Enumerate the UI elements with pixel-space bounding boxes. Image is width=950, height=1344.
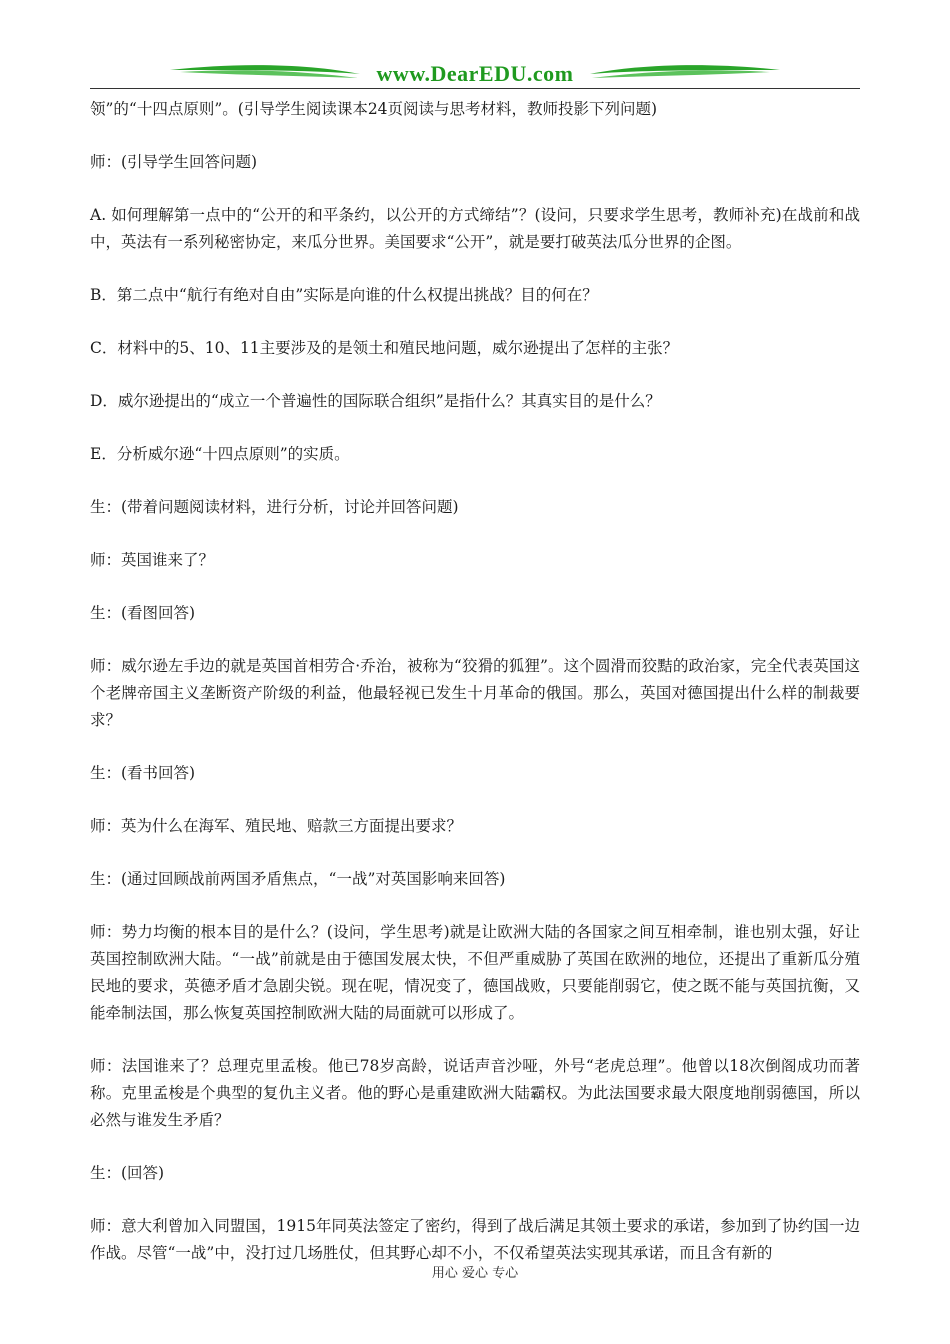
paragraph: 师：法国谁来了？总理克里孟梭。他已78岁高龄，说话声音沙哑，外号“老虎总理”。他曾以18次倒阁成功而著称。克里孟梭是个典型的复仇主义者。他的野心是重建欧洲大陆霸权。为此法国要求最大限度地削弱德国，所以必然与谁发生矛盾？ bbox=[90, 1057, 860, 1129]
paragraph: 师：(引导学生回答问题) bbox=[90, 153, 258, 171]
paragraph: 师：英为什么在海军、殖民地、赔款三方面提出要求？ bbox=[90, 817, 463, 835]
paragraph: E．分析威尔逊“十四点原则”的实质。 bbox=[90, 445, 350, 463]
paragraph: A. 如何理解第一点中的“公开的和平条约，以公开的方式缔结”？(设问，只要求学生思考，教师补充)在战前和战中，英法有一系列秘密协定，来瓜分世界。美国要求“公开”，就是要打破英法瓜分世界的企图。 bbox=[90, 206, 860, 251]
paragraph: 师：威尔逊左手边的就是英国首相劳合·乔治，被称为“狡猾的狐狸”。这个圆滑而狡黠的政治家，完全代表英国这个老牌帝国主义垄断资产阶级的利益，他最轻视已发生十月革命的俄国。那么，英国对德国提出什么样的制裁要求？ bbox=[90, 657, 860, 729]
paragraph: D．威尔逊提出的“成立一个普遍性的国际联合组织”是指什么？其真实目的是什么？ bbox=[90, 392, 661, 410]
paragraph: C．材料中的5、10、11主要涉及的是领土和殖民地问题，威尔逊提出了怎样的主张？ bbox=[90, 339, 679, 357]
header-rule bbox=[90, 88, 860, 89]
paragraph: 生：(带着问题阅读材料，进行分析，讨论并回答问题) bbox=[90, 498, 459, 516]
page-footer: 用心 爱心 专心 bbox=[431, 1266, 519, 1281]
paragraph: 生：(通过回顾战前两国矛盾焦点，“一战”对英国影响来回答) bbox=[90, 870, 506, 888]
document-body bbox=[90, 96, 860, 1293]
page-header bbox=[90, 58, 860, 90]
paragraph: B．第二点中“航行有绝对自由”实际是向谁的什么权提出挑战？目的何在？ bbox=[90, 286, 598, 304]
header-logo-text: www.DearEDU.com bbox=[376, 61, 574, 86]
paragraph: 领”的“十四点原则”。(引导学生阅读课本24页阅读与思考材料，教师投影下列问题) bbox=[90, 100, 658, 118]
paragraph: 师：意大利曾加入同盟国，1915年同英法签定了密约，得到了战后满足其领土要求的承诺，参加到了协约国一边作战。尽管“一战”中，没打过几场胜仗，但其野心却不小，不仅希望英法实现其承诺，而且含有新的 bbox=[90, 1217, 860, 1262]
paragraph: 生：(回答) bbox=[90, 1164, 165, 1182]
paragraph: 师：势力均衡的根本目的是什么？(设问，学生思考)就是让欧洲大陆的各国家之间互相牵制，谁也别太强，好让英国控制欧洲大陆。“一战”前就是由于德国发展太快，不但严重威胁了英国在欧洲的地位，还提出了重新瓜分殖民地的要求，英德矛盾才急剧尖锐。现在呢，情况变了，德国战败，只要能削弱它，使之既不能与英国抗衡，又能牵制法国，那么恢复英国控制欧洲大陆的局面就可以形成了。 bbox=[90, 923, 860, 1022]
paragraph: 生：(看书回答) bbox=[90, 764, 196, 782]
paragraph: 师：英国谁来了？ bbox=[90, 551, 215, 569]
paragraph: 生：(看图回答) bbox=[90, 604, 196, 622]
